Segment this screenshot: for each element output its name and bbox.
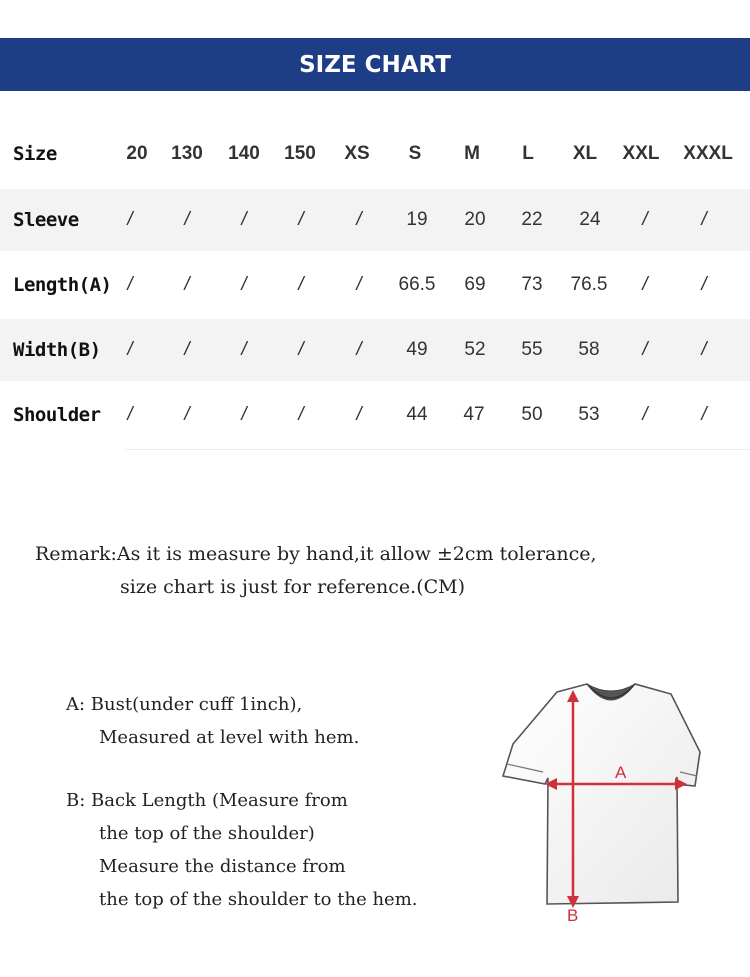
row-label: Width(B) [13,339,101,361]
table-row [0,189,750,251]
table-cell: / [356,404,362,425]
table-cell: / [642,274,648,295]
table-cell: 52 [464,339,486,360]
measurement-notes [66,688,516,916]
note-b-title: B: Back Length (Measure from [66,790,348,811]
table-cell: 58 [578,339,600,360]
table-bottom-divider [125,449,750,450]
table-row [0,254,750,316]
label-b: B [567,906,579,925]
table-cell: 66.5 [398,274,436,295]
table-cell: 44 [406,404,428,425]
table-cell: / [241,274,247,295]
table-cell: / [642,404,648,425]
table-cell: / [127,339,133,360]
table-header-row [0,123,750,185]
row-label: Length(A) [13,274,112,296]
table-cell: / [701,209,707,230]
column-header: S [408,143,422,164]
table-cell: 49 [406,339,428,360]
table-cell: / [241,404,247,425]
table-row [0,384,750,446]
table-cell: 22 [521,209,543,230]
column-header: XS [344,143,370,164]
table-row [0,319,750,381]
table-cell: 69 [464,274,486,295]
table-cell: / [298,339,304,360]
column-header: XL [572,143,598,164]
label-a: A [615,763,627,782]
table-cell: / [701,404,707,425]
table-cell: 53 [578,404,600,425]
column-header: XXL [622,143,660,164]
table-cell: / [184,339,190,360]
column-header: 130 [171,143,203,164]
table-cell: / [184,274,190,295]
page-title: SIZE CHART [299,51,451,78]
table-cell: / [127,404,133,425]
table-cell: / [642,209,648,230]
table-cell: / [356,209,362,230]
table-cell: 50 [521,404,543,425]
table-cell: / [127,209,133,230]
column-header: 150 [284,143,316,164]
table-cell: / [701,339,707,360]
column-header: M [464,143,480,164]
table-cell: / [298,209,304,230]
header-label: Size [13,143,57,165]
table-cell: 19 [406,209,428,230]
remark-line: size chart is just for reference.(CM) [120,576,466,598]
table-cell: / [356,339,362,360]
table-cell: 55 [521,339,543,360]
note-b-text: the top of the shoulder) [99,823,315,844]
row-label: Sleeve [13,209,79,231]
size-table [0,123,750,446]
column-header: L [522,143,534,164]
table-cell: / [127,274,133,295]
table-cell: / [241,209,247,230]
remark-line: Remark:As it is measure by hand,it allow ±2cm tolerance, [35,543,597,565]
remark-text [35,538,735,604]
table-cell: / [701,274,707,295]
note-a-text: Measured at level with hem. [99,727,360,748]
note-b-text: the top of the shoulder to the hem. [99,889,418,910]
tshirt-measurement-diagram [495,680,735,930]
table-cell: / [642,339,648,360]
note-b-text: Measure the distance from [99,856,346,877]
column-header: XXXL [683,143,733,164]
row-label: Shoulder [13,404,101,426]
table-cell: / [298,274,304,295]
table-cell: / [184,404,190,425]
table-cell: / [241,339,247,360]
table-cell: 73 [521,274,543,295]
table-cell: 20 [464,209,486,230]
column-header: 140 [228,143,260,164]
table-cell: 76.5 [570,274,608,295]
table-cell: / [356,274,362,295]
size-chart-banner [0,38,750,91]
table-cell: 24 [579,209,601,230]
tshirt-icon [503,684,700,904]
table-cell: / [298,404,304,425]
column-header: 20 [126,143,148,164]
table-cell: / [184,209,190,230]
table-cell: 47 [463,404,485,425]
note-a-title: A: Bust(under cuff 1inch), [66,694,303,715]
